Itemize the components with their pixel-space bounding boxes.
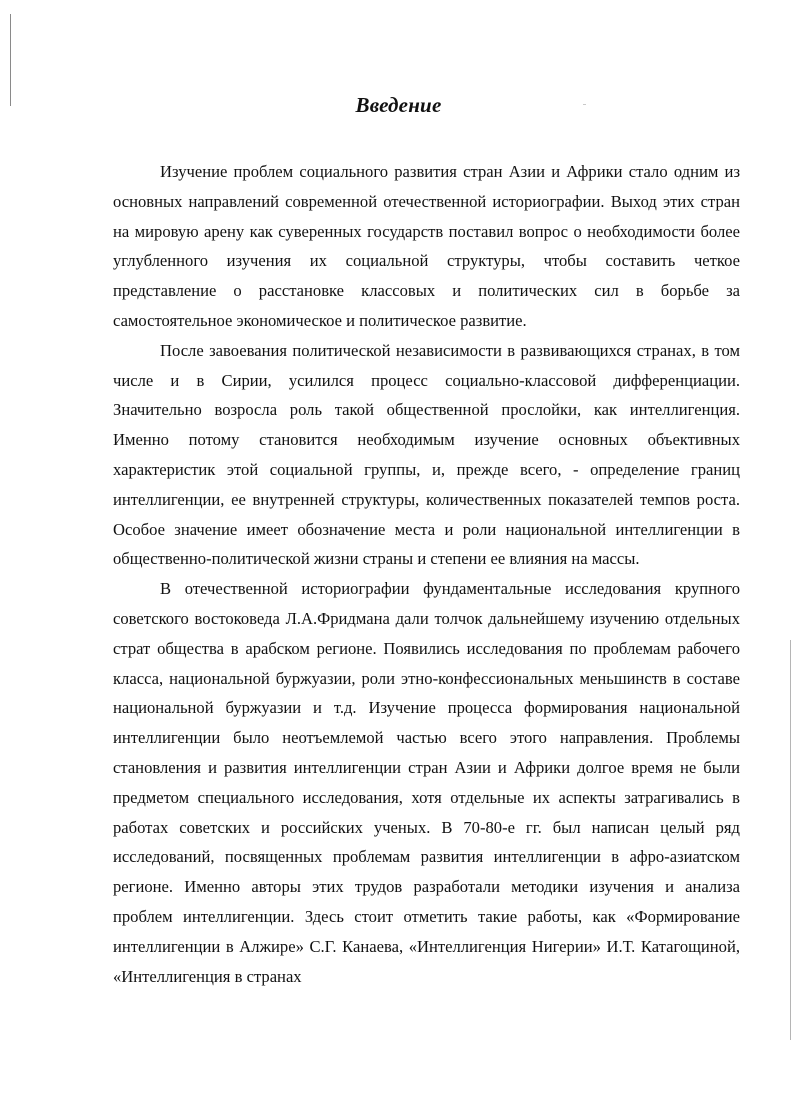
paragraph: В отечественной историографии фундаментальные исследования крупного советского востоковеда Л.А.Фридмана дали толчок дальнейшему изучению отдельных страт общества в арабском регионе. Появились исследования по проблемам рабочего класса, национальной буржуазии, роли этно-конфессиональных меньшинств в составе национальной буржуазии и т.д. Изучение процесса формирования национальной интеллигенции было неотъемлемой частью всего этого направления. Проблемы становления и развития интеллигенции стран Азии и Африки долгое время не были предметом специального исследования, хотя отдельные их аспекты затрагивались в работах советских и российских ученых. В 70-80-е гг. был написан целый ряд исследований, посвященных проблемам развития интеллигенции в афро-азиатском регионе. Именно авторы этих трудов разработали методики изучения и анализа проблем интеллигенции. Здесь стоит отметить такие работы, как «Формирование интеллигенции в Алжире» С.Г. Канаева, «Интеллигенция Нигерии» И.Т. Катагощиной, «Интеллигенция в странах (113, 579, 740, 986)
scan-edge-mark-right (790, 640, 791, 1040)
paragraph: После завоевания политической независимости в развивающихся странах, в том числе и в Сирии, усилился процесс социально-классовой дифференциации. Значительно возросла роль такой общественной прослойки, как интеллигенция. Именно потому становится необходимым изучение основных объективных характеристик этой социальной группы, и, прежде всего, - определение границ интеллигенции, ее внутренней структуры, количественных показателей темпов роста. Особое значение имеет обозначение места и роли национальной интеллигенции в общественно-политической жизни страны и степени ее влияния на массы. (113, 340, 740, 569)
document-body (113, 157, 740, 991)
page-title: Введение (355, 93, 442, 117)
paragraph: Изучение проблем социального развития стран Азии и Африки стало одним из основных направлений современной отечественной историографии. Выход этих стран на мировую арену как суверенных государств поставил вопрос о необходимости более углубленного изучения их социальной структуры, чтобы составить четкое представление о расстановке классовых и политических сил в борьбе за самостоятельное экономическое и политическое развитие. (113, 162, 740, 330)
